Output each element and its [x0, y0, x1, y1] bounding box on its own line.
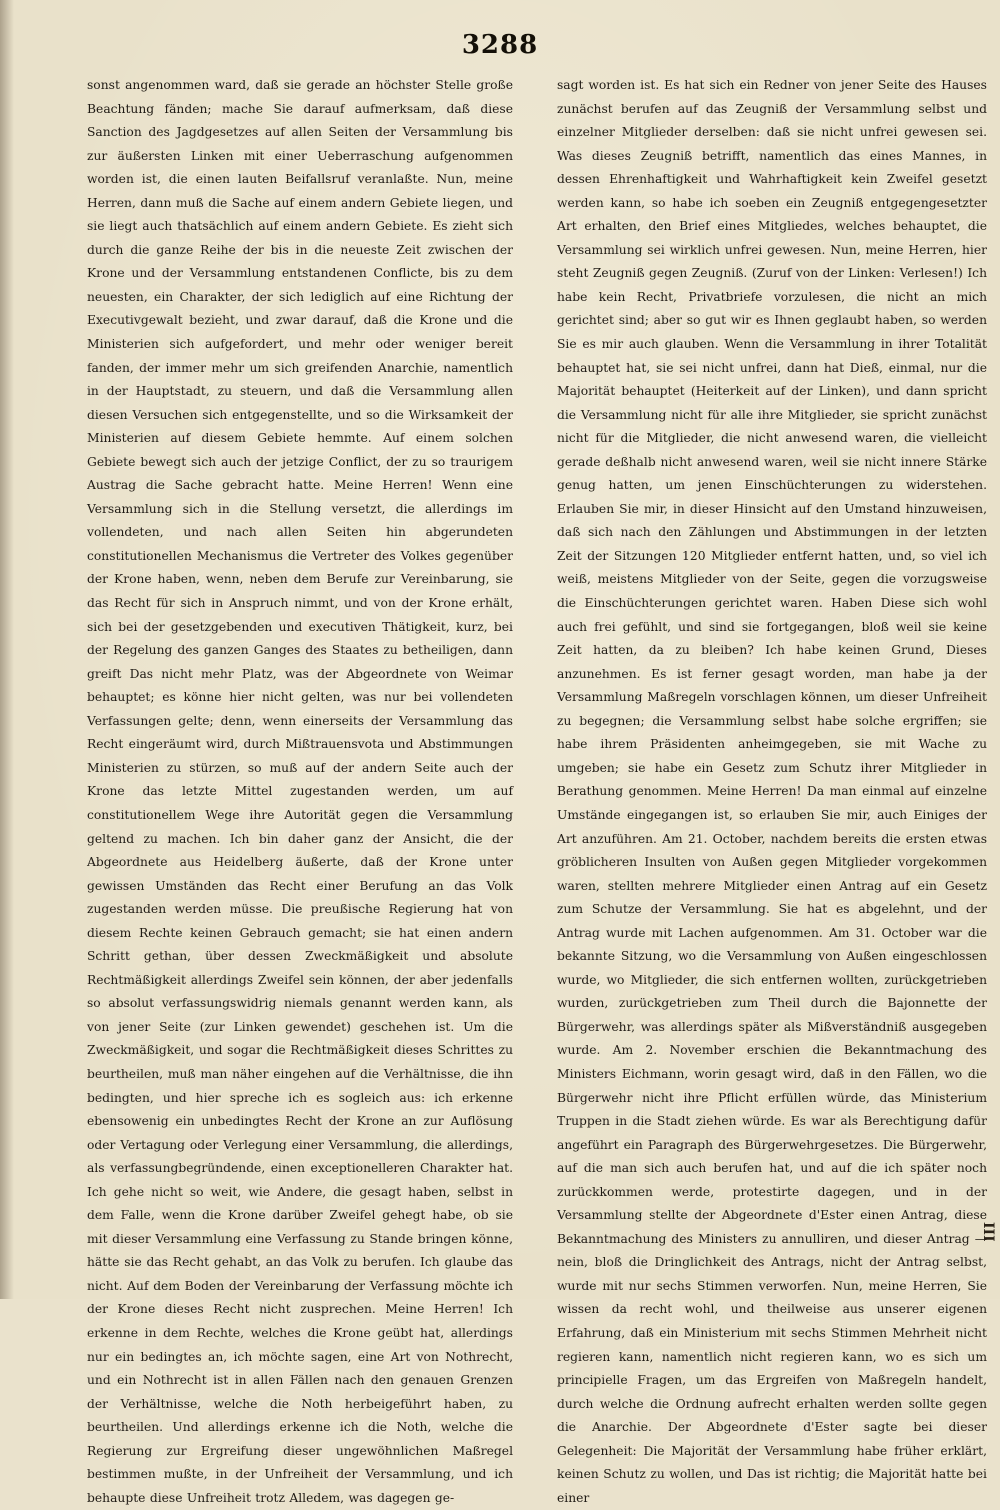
column-right-text: sagt worden ist. Es hat sich ein Redner von jener Seite des Hauses zunächst berufen auf das Zeugniß der Versammlung selbst und einzelner Mitglieder derselben: daß sie nicht unfrei gewesen sei. Was dieses Zeugniß betrifft, namentlich das eines Mannes, in dessen Ehrenhaftigkeit und Wahrhaftigkeit kein Zweifel gesetzt werden kann, so habe ich soeben ein Zeugniß entgegengesetzter Art erhalten, den Brief eines Mitgliedes, welches behauptet, die Versammlung sei wirklich unfrei gewesen. Nun, meine Herren, hier steht Zeugniß gegen Zeugniß. (Zuruf von der Linken: Verlesen!) Ich habe kein Recht, Privatbriefe vorzulesen, die nicht an mich gerichtet sind; aber so gut wir es Ihnen geglaubt haben, so werden Sie es mir auch glauben. Wenn die Versammlung in ihrer Totalität behauptet hat, sie sei nicht unfrei, dann hat Dieß, einmal, nur die Majorität behauptet (Heiterkeit auf der Linken), und dann spricht die Versammlung nicht für alle ihre Mitglieder, sie spricht zunächst nicht für die Mitglieder, die nicht anwesend waren, die vielleicht gerade deßhalb nicht anwesend waren, weil sie nicht innere Stärke genug hatten, um jenen Einschüchterungen zu widerstehen. Erlauben Sie mir, in dieser Hinsicht auf den Umstand hinzuweisen, daß sich nach den Zählungen und Abstimmungen in der letzten Zeit der Sitzungen 120 Mitglieder entfernt hatten, und, so viel ich weiß, meistens Mitglieder von der Seite, gegen die vorzugsweise die Einschüchterungen gerichtet waren. Haben Diese sich wohl auch frei gefühlt, und sind sie fortgegangen, bloß weil sie keine Zeit hatten, da zu bleiben? Ich habe keinen Grund, Dieses anzunehmen. Es ist ferner gesagt worden, man habe ja der Versammlung Maßregeln vorschlagen können, um dieser Unfreiheit zu begegnen; die Versammlung selbst habe solche ergriffen; sie habe ihrem Präsidenten anheimgegeben, sie mit Wache zu umgeben; sie habe ein Gesetz zum Schutz ihrer Mitglieder in Berathung genommen. Meine Herren! Da man einmal auf einzelne Umstände eingegangen ist, so erlauben Sie mir, auch Einiges der Art anzuführen. Am 21. October, nachdem bereits die ersten etwas gröblicheren Insulten von Außen gegen Mitglieder vorgekommen waren, stellten mehrere Mitglieder einen Antrag auf ein Gesetz zum Schutze der Versammlung. Sie hat es abgelehnt, und der Antrag wurde mit Lachen aufgenommen. Am 31. October war die bekannte Sitzung, wo die Versammlung von Außen eingeschlossen wurde, wo Mitglieder, die sich entfernen wollten, zurückgetrieben wurden, zurückgetrieben zum Theil durch die Bajonnette der Bürgerwehr, was allerdings später als Mißverständniß ausgegeben wurde. Am 2. November erschien die Bekanntmachung des Ministers Eichmann, worin gesagt wird, daß in den Fällen, wo die Bürgerwehr nicht ihre Pflicht erfüllen würde, das Ministerium Truppen in die Stadt ziehen würde. Es war als Berechtigung dafür angeführt ein Paragraph des Bürgerwehrgesetzes. Die Bürgerwehr, auf die man sich auch berufen hat, und auf die ich später noch zurückkommen werde, protestirte dagegen, und in der Versammlung stellte der Abgeordnete d'Ester einen Antrag, diese Bekanntmachung des Ministers zu annulliren, und dieser Antrag — nein, bloß die Dringlichkeit des Antrags, nicht der Antrag selbst, wurde mit nur sechs Stimmen verworfen. Nun, meine Herren, Sie wissen da recht wohl, und theilweise aus unserer eigenen Erfahrung, daß ein Ministerium mit sechs Stimmen Mehrheit nicht regieren kann, namentlich nicht regieren kann, wo es sich um principielle Fragen, um das Ergreifen von Maßregeln handelt, durch welche die Ordnung aufrecht erhalten werden sollte gegen die Anarchie. Der Abgeordnete d'Ester sagte bei dieser Gelegenheit: Die Majorität der Versammlung habe früher erklärt, keinen Schutz zu wollen, und Das ist richtig; die Majorität hatte bei einer — [557, 78, 987, 1505]
column-left-text: sonst angenommen ward, daß sie gerade an höchster Stelle große Beachtung fänden; mache Sie darauf aufmerksam, daß diese Sanction des Jagdgesetzes auf allen Seiten der Versammlung bis zur äußersten Linken mit einer Ueberraschung aufgenommen worden ist, die einen lauten Beifallsruf veranlaßte. Nun, meine Herren, dann muß die Sache auf einem andern Gebiete liegen, und sie liegt auch thatsächlich auf einem andern Gebiete. Es zieht sich durch die ganze Reihe der bis in die neueste Zeit zwischen der Krone und der Versammlung entstandenen Conflicte, bis zu dem neuesten, ein Charakter, der sich lediglich auf eine Richtung der Executivgewalt bezieht, und zwar darauf, daß die Krone und die Ministerien sich aufgefordert, und mehr oder weniger bereit fanden, der immer mehr um sich greifenden Anarchie, namentlich in der Hauptstadt, zu steuern, und daß die Versammlung allen diesen Versuchen sich entgegenstellte, und so die Wirksamkeit der Ministerien auf diesem Gebiete hemmte. Auf einem solchen Gebiete bewegt sich auch der jetzige Conflict, der zu so traurigem Austrag die Sache gebracht hatte. Meine Herren! Wenn eine Versammlung sich in die Stellung versetzt, die allerdings im vollendeten, und nach allen Seiten hin abgerundeten constitutionellen Mechanismus die Vertreter des Volkes gegenüber der Krone haben, wenn, neben dem Berufe zur Vereinbarung, sie das Recht für sich in Anspruch nimmt, und von der Krone erhält, sich bei der gesetzgebenden und executiven Thätigkeit, kurz, bei der Regelung des ganzen Ganges des Staates zu betheiligen, dann greift Das nicht mehr Platz, was der Abgeordnete von Weimar behauptet; es könne hier nicht gelten, was nur bei vollendeten Verfassungen gelte; denn, wenn einerseits der Versammlung das Recht eingeräumt wird, durch Mißtrauensvota und Abstimmungen Ministerien zu stürzen, so muß auf der andern Seite auch der Krone das letzte Mittel zugestanden werden, um auf constitutionellem Wege ihre Autorität gegen die Versammlung geltend zu machen. Ich bin daher ganz der Ansicht, die der Abgeordnete aus Heidelberg äußerte, daß der Krone unter gewissen Umständen das Recht einer Berufung an das Volk zugestanden werden müsse. Die preußische Regierung hat von diesem Rechte keinen Gebrauch gemacht; sie hat einen andern Schritt gethan, über dessen Zweckmäßigkeit und absolute Rechtmäßigkeit allerdings Zweifel sein können, der aber jedenfalls so absolut verfassungswidrig niemals genannt werden kann, als von jener Seite (zur Linken gewendet) geschehen ist. Um die Zweckmäßigkeit, und sogar die Rechtmäßigkeit dieses Schrittes zu beurtheilen, muß man näher eingehen auf die Verhältnisse, die ihn bedingten, und hier spreche ich es sogleich aus: ich erkenne ebensowenig ein unbedingtes Recht der Krone an zur Auflösung oder Vertagung oder Verlegung einer Versammlung, die allerdings, als verfassungbegründende, einen exceptionelleren Charakter hat. Ich gehe nicht so weit, wie Andere, die gesagt haben, selbst in dem Falle, wenn die Krone darüber Zweifel gehegt habe, ob sie mit dieser Versammlung eine Verfassung zu Stande bringen könne, hätte sie das Recht gehabt, an das Volk zu berufen. Ich glaube das nicht. Auf dem Boden der Vereinbarung der Verfassung möchte ich der Krone dieses Recht nicht zusprechen. Meine Herren! Ich erkenne in dem Rechte, welches die Krone geübt hat, allerdings nur ein bedingtes an, ich möchte sagen, eine Art von Nothrecht, und ein Nothrecht ist in allen Fällen nach den genauen Grenzen der Verhältnisse, welche die Noth herbeigeführt haben, zu beurtheilen. Und allerdings erkenne ich die Noth, welche die Regierung zur Ergreifung dieser ungewöhnlichen Maßregel bestimmen mußte, in der Unfreiheit der Versammlung, und ich behaupte diese Unfreiheit trotz Alledem, was dagegen ge- — [87, 78, 513, 1505]
binding-shadow — [0, 0, 14, 1299]
margin-signature-mark: III — [980, 1222, 996, 1242]
text-column-left — [87, 74, 513, 1510]
text-column-right — [557, 74, 987, 1510]
page-number: 3288 — [461, 30, 539, 60]
